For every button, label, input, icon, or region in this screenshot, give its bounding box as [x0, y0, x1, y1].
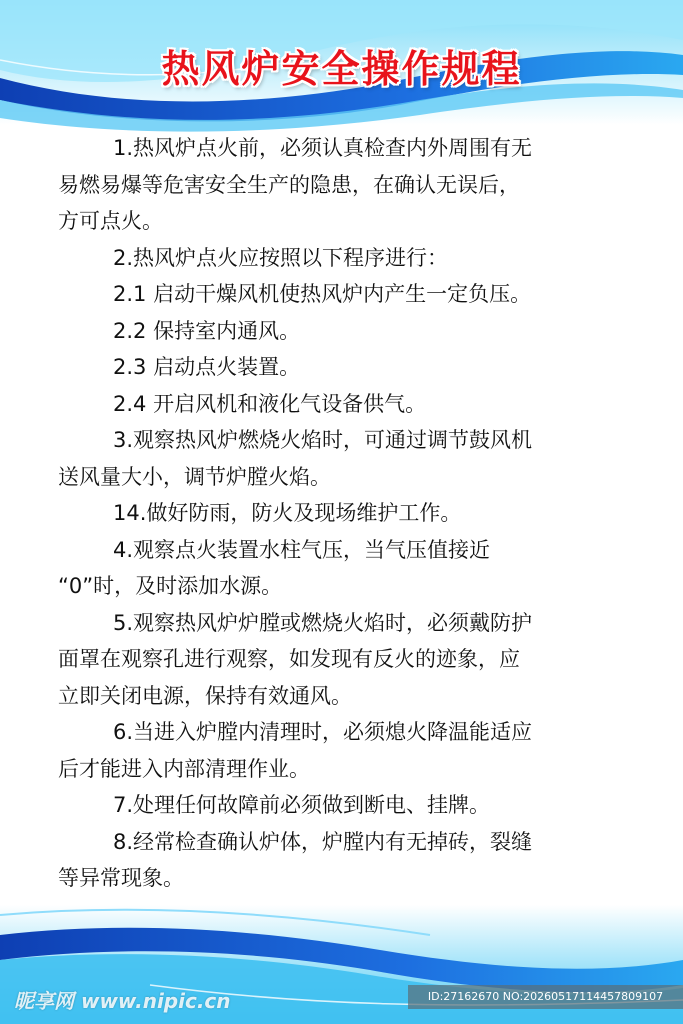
regulation-line: 3.观察热风炉燃烧火焰时，可通过调节鼓风机 — [113, 428, 533, 452]
regulation-line: “0”时，及时添加水源。 — [58, 574, 283, 598]
regulation-line: 2.3 启动点火装置。 — [113, 355, 301, 379]
regulation-line: 4.观察点火装置水柱气压，当气压值接近 — [113, 537, 491, 562]
regulation-line: 2.热风炉点火应按照以下程序进行： — [113, 245, 449, 270]
regulation-line: 送风量大小，调节炉膛火焰。 — [58, 464, 331, 489]
regulation-line: 1.热风炉点火前，必须认真检查内外周围有无 — [113, 136, 533, 160]
regulation-body — [58, 130, 628, 897]
poster-title: 热风炉安全操作规程 — [161, 47, 522, 91]
regulation-line: 5.观察热风炉炉膛或燃烧火焰时，必须戴防护 — [113, 610, 533, 635]
regulation-line: 7.处理任何故障前必须做到断电、挂牌。 — [113, 793, 491, 817]
regulation-line: 易燃易爆等危害安全生产的隐患，在确认无误后， — [58, 172, 520, 197]
regulation-line: 8.经常检查确认炉体，炉膛内有无掉砖，裂缝 — [113, 829, 533, 854]
regulation-line: 2.1 启动干燥风机使热风炉内产生一定负压。 — [113, 282, 532, 306]
site-watermark: 昵享网 www.nipic.cn — [14, 989, 231, 1013]
regulation-line: 14.做好防雨，防火及现场维护工作。 — [113, 501, 462, 525]
regulation-line: 等异常现象。 — [58, 866, 184, 890]
regulation-line: 方可点火。 — [58, 209, 163, 233]
image-id-watermark: ID:27162670 NO:20260517114457809107 — [408, 985, 683, 1009]
regulation-line: 6.当进入炉膛内清理时，必须熄火降温能适应 — [113, 720, 533, 744]
regulation-line: 2.4 开启风机和液化气设备供气。 — [113, 391, 427, 416]
regulation-line: 立即关闭电源，保持有效通风。 — [58, 683, 352, 708]
regulation-line: 后才能进入内部清理作业。 — [58, 756, 310, 781]
regulation-line: 面罩在观察孔进行观察，如发现有反火的迹象，应 — [58, 647, 520, 671]
regulation-line: 2.2 保持室内通风。 — [113, 318, 301, 343]
